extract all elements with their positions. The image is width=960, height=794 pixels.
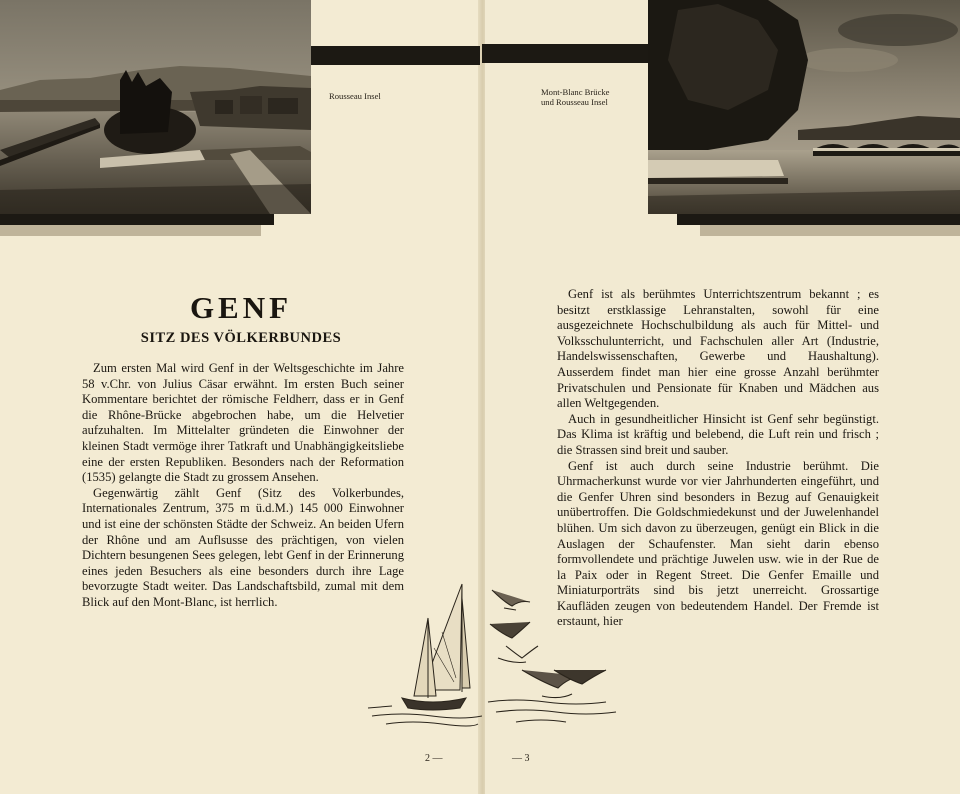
paragraph: Genf ist als berühmtes Unterrichtszentrum bekannt ; es besitzt erstklassige Lehranstalten, sowohl für eine ausgezeichnete Hochschulbildung als auch für Mittel- und Volksschulunterricht, und Fachschulen aller Art (Industrie, Handelswissenschaften, Gewerbe und Haushaltung). Ausserdem findet man hier eine grosse Anzahl berühmter Privatschulen und Pensionate für Knaben und Mädchen aus allen Weltgegenden. (557, 287, 879, 411)
caption-line: und Rousseau Insel (541, 97, 608, 107)
page-number: — 3 (512, 753, 530, 764)
caption-line: Mont-Blanc Brücke (541, 87, 610, 97)
photo-shadow-ledge (0, 225, 261, 236)
paragraph: Gegenwärtig zählt Genf (Sitz des Volkerbundes, Internationales Zentrum, 375 m ü.d.M.) 145 000 Einwohner und ist eine der schönsten Städte der Schweiz. An beiden Ufern der Rhône und am Auflsusse des prächtigen, von vielen Dichtern besungenen Sees gelegen, lebt Genf in der Erinnerung eines jeden Besuchers als eine besonders durch ihre Lage bevorzugte Stadt weiter. Das Landschaftsbild, zumal mit dem Blick auf den Mont-Blanc, ist herrlich. (82, 485, 404, 609)
decorative-black-bar (677, 214, 960, 225)
photo-caption: Rousseau Insel (329, 91, 381, 101)
paragraph: Genf ist auch durch seine Industrie berühmt. Die Uhrmacherkunst wurde vor vier Jahrhunderten eingeführt, und die Genfer Uhren sind besonders in Bezug auf Genauigkeit unübertroffen. Die Goldschmiedekunst und der Juwelenhandel blühen. Um sich davon zu überzeugen, genügt ein Blick in die Auslagen der Schaufenster. Man sieht darin ebenso formvollendete und prächtige Juwelen usw. wie in der Rue de la Paix oder in Regent Street. Die Genfer Emaille und Miniaturporträts sind bis jetzt unerreicht. Grossartige Kaufläden zeugen von bedeutendem Handel. Der Fremde ist erstaunt, hier (557, 458, 879, 629)
mont-blanc-bridge-photo (648, 0, 960, 214)
photo-shadow-ledge (700, 225, 960, 236)
page-number: 2 — (425, 753, 443, 764)
photo-caption (541, 87, 610, 107)
page-subtitle: SITZ DES VÖLKERBUNDES (140, 330, 342, 346)
decorative-black-bar (311, 46, 480, 65)
decorative-black-bar (0, 214, 274, 225)
page-title: GENF (189, 290, 293, 325)
paragraph: Auch in gesundheitlicher Hinsicht ist Genf sehr begünstigt. Das Klima ist kräftig und belebend, die Luft rein und frisch ; die Strassen sind breit und sauber. (557, 411, 879, 457)
left-body-text (82, 361, 404, 611)
paragraph: Zum ersten Mal wird Genf in der Weltsgeschichte im Jahre 58 v.Chr. von Julius Cäsar erwähnt. Im ersten Buch seiner Kommentare berichtet der römische Feldherr, dass er in Genf die Rhône-Brücke abgebrochen habe, um die Helvetier aufzuhalten. Im Mittelalter gründeten die Einwohner der kleinen Stadt vermöge ihrer Tatkraft und Unabhängigkeitsliebe eine der ersten Republiken. Besonders nach der Reformation (1535) gelangte die Stadt zu grossem Ansehen. (82, 361, 404, 485)
rousseau-island-photo (0, 0, 311, 214)
sailboat-illustration (362, 578, 482, 738)
decorative-black-bar (482, 44, 648, 63)
right-body-text (557, 287, 879, 630)
